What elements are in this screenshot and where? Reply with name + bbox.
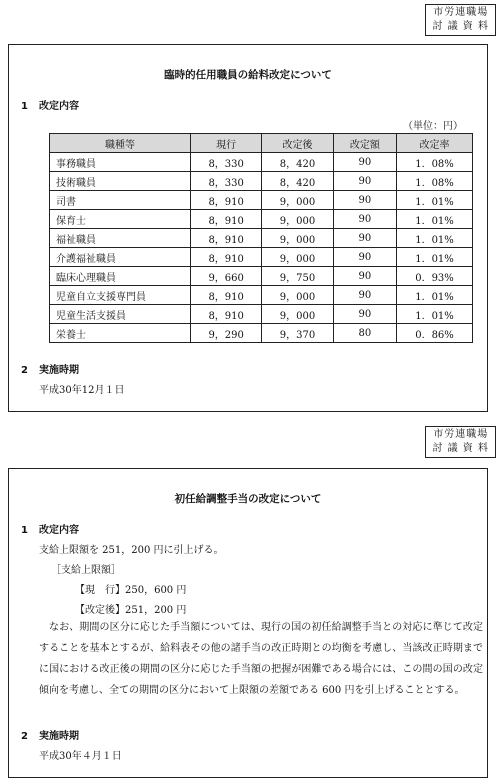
table-cell: 司書: [50, 191, 191, 210]
table-cell: 90: [333, 210, 396, 229]
table-row: [50, 153, 473, 172]
table-cell: 8，910: [191, 229, 262, 248]
table-cell: 9，000: [262, 191, 333, 210]
revised-limit: 【改定後】251，200 円: [75, 605, 187, 616]
table-cell: 事務職員: [50, 153, 191, 172]
table-cell: 0．93%: [397, 267, 473, 286]
stamp-line-2: 討 議 資 料: [432, 21, 489, 32]
section-heading-timing: [21, 361, 79, 376]
table-cell: 1．01%: [397, 248, 473, 267]
table-row: [50, 210, 473, 229]
table-cell: 1．01%: [397, 191, 473, 210]
table-cell: 8，910: [191, 248, 262, 267]
table-row: [50, 324, 473, 343]
column-header: 改定額: [333, 134, 396, 153]
table-cell: 栄養士: [50, 324, 191, 343]
table-cell: 9，000: [262, 305, 333, 324]
table-cell: 保育士: [50, 210, 191, 229]
table-cell: 8，330: [191, 172, 262, 191]
table-cell: 9，370: [262, 324, 333, 343]
section-heading-timing: [21, 727, 79, 742]
table-row: [50, 305, 473, 324]
table-cell: 8，910: [191, 210, 262, 229]
column-header: 改定率: [397, 134, 473, 153]
table-row: [50, 191, 473, 210]
section-number: 2: [21, 731, 28, 742]
column-header: 改定後: [262, 134, 333, 153]
salary-revision-panel: [8, 44, 488, 412]
table-row: [50, 229, 473, 248]
current-limit: 【現 行】250，600 円: [75, 585, 187, 596]
table-row: [50, 286, 473, 305]
limit-raise-text: 支給上限額を 251，200 円に引上げる。: [39, 545, 224, 556]
table-cell: 介護福祉職員: [50, 248, 191, 267]
table-cell: 臨床心理職員: [50, 267, 191, 286]
table-cell: 児童自立支援専門員: [50, 286, 191, 305]
table-cell: 9，000: [262, 229, 333, 248]
effective-date: 平成30年４月１日: [39, 751, 122, 762]
table-cell: 8，910: [191, 286, 262, 305]
table-header-row: [50, 134, 473, 153]
table-row: [50, 267, 473, 286]
table-cell: 9，660: [191, 267, 262, 286]
table-body: [50, 153, 473, 343]
table-cell: 9，750: [262, 267, 333, 286]
table-cell: 9，290: [191, 324, 262, 343]
table-cell: 90: [333, 286, 396, 305]
table-cell: 90: [333, 267, 396, 286]
section-number: 1: [21, 101, 28, 112]
section-heading-revision: [21, 97, 79, 112]
table-cell: 1．08%: [397, 153, 473, 172]
section-number: 1: [21, 525, 28, 536]
explanatory-paragraph: なお、期間の区分に応じた手当額については、現行の国の初任給調整手当との対応に準じて改定することを基本とするが、給料表その他の諸手当の改正時期との均衡を考慮し、当該改正時期までに国における改正後の期間の区分に応じた手当額の把握が困難である場合には、この間の国の改定傾向を考慮し、全ての期間の区分において上限額の差額である 600 円を引上げることとする。: [39, 622, 483, 696]
table-row: [50, 248, 473, 267]
stamp-line-1: 市労連職場: [433, 7, 489, 18]
table-cell: 8，910: [191, 305, 262, 324]
section-label: 実施時期: [39, 365, 79, 376]
salary-rate-table: [49, 133, 473, 343]
table-cell: 1．08%: [397, 172, 473, 191]
stamp-line-1: 市労連職場: [433, 429, 489, 440]
table-cell: 8，910: [191, 191, 262, 210]
table-cell: 8，330: [191, 153, 262, 172]
table-cell: 8，420: [262, 153, 333, 172]
limit-label: ［支給上限額］: [51, 565, 121, 576]
table-cell: 90: [333, 153, 396, 172]
table-cell: 9，000: [262, 210, 333, 229]
section-label: 改定内容: [39, 525, 79, 536]
discussion-material-stamp: [425, 4, 496, 36]
table-cell: 90: [333, 172, 396, 191]
stamp-line-2: 討 議 資 料: [432, 443, 489, 454]
initial-salary-allowance-panel: [8, 468, 488, 778]
table-cell: 9，000: [262, 248, 333, 267]
table-cell: 福祉職員: [50, 229, 191, 248]
section-label: 実施時期: [39, 731, 79, 742]
column-header: 現行: [191, 134, 262, 153]
unit-note: （単位：円）: [403, 121, 463, 132]
section-number: 2: [21, 365, 28, 376]
table-cell: 1．01%: [397, 286, 473, 305]
table-cell: 0．86%: [397, 324, 473, 343]
table-cell: 90: [333, 248, 396, 267]
table-cell: 1．01%: [397, 305, 473, 324]
section-heading-revision: [21, 521, 79, 536]
table-cell: 8，420: [262, 172, 333, 191]
effective-date: 平成30年12月１日: [39, 385, 125, 396]
table-cell: 1．01%: [397, 229, 473, 248]
table-row: [50, 172, 473, 191]
panel-title: 初任給調整手当の改定について: [174, 493, 322, 505]
discussion-material-stamp-2: [425, 426, 496, 458]
table-cell: 90: [333, 305, 396, 324]
table-cell: 9，000: [262, 286, 333, 305]
column-header: 職種等: [50, 134, 191, 153]
panel-title: 臨時的任用職員の給料改定について: [164, 69, 332, 81]
table-cell: 技術職員: [50, 172, 191, 191]
table-cell: 1．01%: [397, 210, 473, 229]
table-cell: 90: [333, 191, 396, 210]
table-cell: 90: [333, 229, 396, 248]
table-cell: 80: [333, 324, 396, 343]
table-cell: 児童生活支援員: [50, 305, 191, 324]
section-label: 改定内容: [39, 101, 79, 112]
